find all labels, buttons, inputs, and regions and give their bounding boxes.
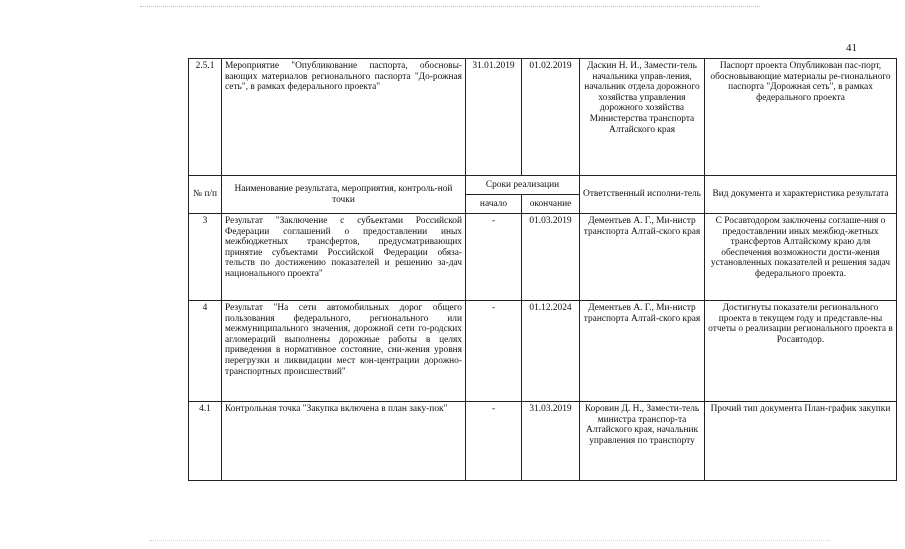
table-row [189,301,897,402]
row-responsible: Дементьев А. Г., Ми-нистр транспорта Алтай-ского края [580,301,705,402]
row-number: 3 [189,214,222,301]
header-name: Наименование результата, мероприятия, контроль-ной точки [222,176,466,214]
row-responsible: Дементьев А. Г., Ми-нистр транспорта Алтай-ского края [580,214,705,301]
row-end-date: 01.12.2024 [522,301,580,402]
row-name: Мероприятие "Опубликование паспорта, обосновы-вающих материалов регионального паспорта "До-рожная сеть", в рамках федерального проекта" [222,59,466,176]
row-number: 4.1 [189,402,222,481]
header-document: Вид документа и характеристика результата [705,176,897,214]
row-start-date: 31.01.2019 [466,59,522,176]
header-dates: Сроки реализации [466,176,580,195]
row-number: 2.5.1 [189,59,222,176]
row-number: 4 [189,301,222,402]
row-document: Достигнуты показатели регионального проекта в текущем году и представле-ны отчеты о реализации регионального проекта в Росавтодор. [705,301,897,402]
row-start-date: - [466,214,522,301]
scan-bottom-edge [150,540,830,541]
row-start-date: - [466,301,522,402]
header-end: окончание [522,195,580,214]
row-document: Паспорт проекта Опубликован пас-порт, обосновывающие материалы ре-гионального паспорта "Дорожная сеть", в рамках федерального проекта [705,59,897,176]
page-number: 41 [846,42,857,54]
table-header-row [189,176,897,195]
row-start-date: - [466,402,522,481]
table-row [189,214,897,301]
header-responsible: Ответственный исполни-тель [580,176,705,214]
table-row [189,59,897,176]
scan-top-edge [140,6,760,7]
row-responsible: Коровин Д. Н., Замести-тель министра транспор-та Алтайского края, начальник управления по транспорту [580,402,705,481]
project-plan-table [188,58,897,481]
header-start: начало [466,195,522,214]
row-end-date: 01.02.2019 [522,59,580,176]
row-document: Прочий тип документа План-график закупки [705,402,897,481]
row-responsible: Даскин Н. И., Замести-тель начальника управ-ления, начальник отдела дорожного хозяйства управления дорожного хозяйства Министерства транспорта Алтайского края [580,59,705,176]
table-row [189,402,897,481]
row-name: Контрольная точка "Закупка включена в план заку-пок" [222,402,466,481]
row-name: Результат "На сети автомобильных дорог общего пользования федерального, регионального или межмуниципального значения, дорожной сети го-родских агломераций выполнены дорожные работы в целях приведения в нормативное состояние, сни-жения уровня перегрузки и ликвидации мест кон-центрации дорожно-транспортных происшествий" [222,301,466,402]
header-num: № п/п [189,176,222,214]
row-name: Результат "Заключение с субъектами Российской Федерации соглашений о предоставлении иных межбюджетных трансфертов, предусматривающих принятие субъектами Российской Федерации обяза-тельств по достижению показателей и решению за-дач национального проекта" [222,214,466,301]
row-document: С Росавтодором заключены соглаше-ния о предоставлении иных межбюд-жетных трансфертов Алтайскому краю для обеспечения возможности дости-жения установленных показателей и решения задач федерального проекта. [705,214,897,301]
row-end-date: 01.03.2019 [522,214,580,301]
row-end-date: 31.03.2019 [522,402,580,481]
